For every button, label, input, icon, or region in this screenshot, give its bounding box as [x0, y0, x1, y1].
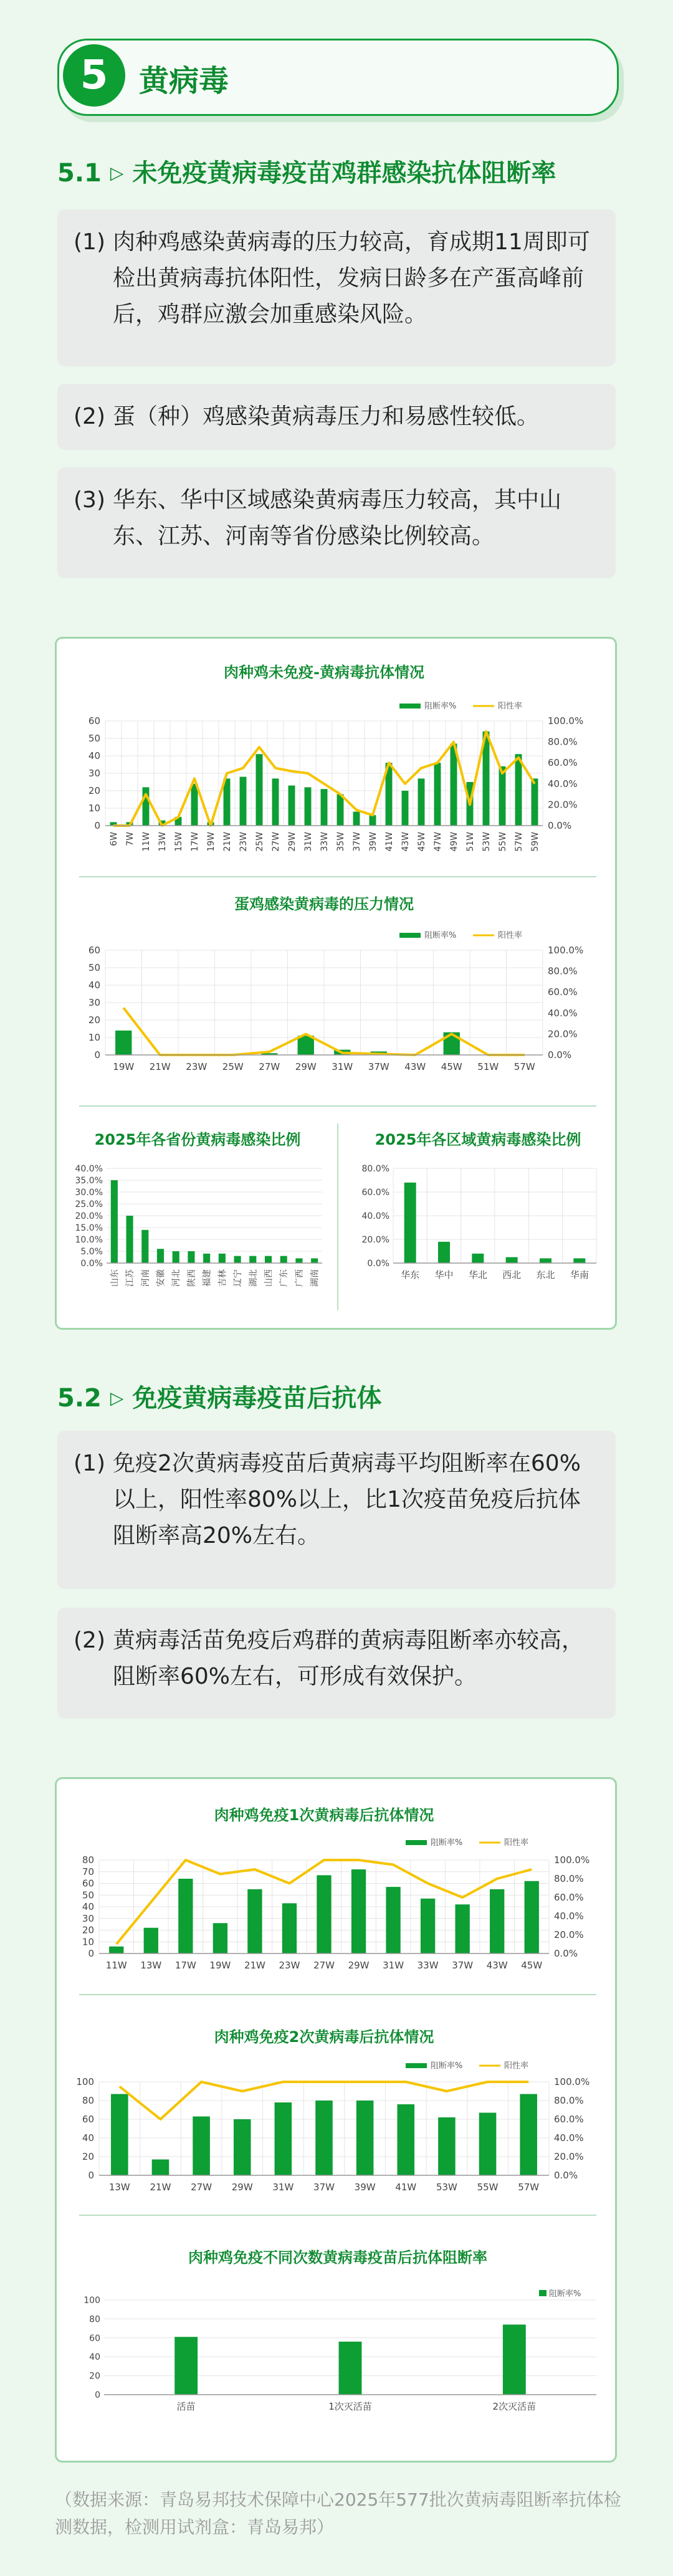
- point-text: 黄病毒活苗免疫后鸡群的黄病毒阻断率亦较高，阻断率60%左右，可形成有效保护。: [113, 1628, 585, 1689]
- point-box: [57, 384, 616, 450]
- y2-tick-label: 0.0%: [554, 1948, 578, 1959]
- x-tick-label: 27W: [271, 832, 281, 852]
- y2-tick-label: 40.0%: [554, 2132, 584, 2144]
- bar: [188, 1251, 194, 1263]
- bar: [472, 1254, 484, 1263]
- bar: [193, 2117, 210, 2176]
- x-tick-label: 13W: [108, 2182, 130, 2193]
- legend-line-label: 阳性率: [498, 931, 523, 940]
- bar: [275, 2102, 292, 2175]
- x-tick-label: 33W: [417, 1960, 439, 1971]
- y-tick-label: 60: [88, 945, 100, 956]
- x-tick-label: 27W: [191, 2182, 212, 2193]
- x-tick-label: 湖南: [310, 1269, 320, 1287]
- y-tick-label: 0.0%: [80, 1259, 103, 1269]
- x-tick-label: 57W: [513, 1061, 535, 1072]
- y-tick-label: 5.0%: [80, 1247, 103, 1257]
- x-tick-label: 41W: [384, 832, 394, 852]
- y-tick-label: 25.0%: [75, 1200, 103, 1209]
- x-tick-label: 广东: [279, 1269, 290, 1287]
- x-tick-label: 45W: [441, 1061, 462, 1072]
- x-tick-label: 31W: [383, 1960, 404, 1971]
- x-tick-label: 15W: [174, 832, 184, 852]
- x-tick-label: 广西: [294, 1269, 305, 1287]
- x-tick-label: 37W: [352, 832, 362, 852]
- y-tick-label: 0: [94, 820, 100, 831]
- x-tick-label: 25W: [255, 832, 265, 852]
- point-box: [57, 1608, 616, 1719]
- x-tick-label: 河北: [171, 1269, 182, 1287]
- y-tick-label: 15.0%: [75, 1223, 103, 1233]
- legend-bar-swatch: [539, 2290, 547, 2296]
- point-index: (1): [74, 1451, 105, 1476]
- bar: [455, 1904, 469, 1953]
- y2-tick-label: 80.0%: [554, 2095, 584, 2106]
- legend-bar-label: 阻断率%: [431, 1838, 463, 1848]
- y2-tick-label: 0.0%: [548, 820, 572, 831]
- chart-title: 2025年各区域黄病毒感染比例: [375, 1131, 581, 1148]
- x-tick-label: 53W: [482, 832, 492, 852]
- subsection-text: 免疫黄病毒疫苗后抗体: [132, 1384, 382, 1413]
- y2-tick-label: 60.0%: [548, 986, 578, 998]
- bar: [144, 1928, 158, 1953]
- bar: [247, 1889, 262, 1953]
- bar: [421, 1899, 435, 1953]
- x-tick-label: 1次灭活苗: [328, 2401, 372, 2412]
- chart-panel-unvaccinated: [55, 637, 617, 1330]
- y-tick-label: 20.0%: [361, 1235, 389, 1245]
- y-tick-label: 20: [82, 2151, 94, 2162]
- chart-panel-vaccinated: [55, 1777, 617, 2463]
- bar: [444, 1033, 460, 1055]
- y2-tick-label: 20.0%: [554, 1929, 584, 1940]
- legend-bar-label: 阻断率%: [424, 702, 457, 711]
- bar: [240, 777, 247, 826]
- legend-bar-label: 阻断率%: [431, 2061, 463, 2071]
- charts-svg-group-2: [57, 1779, 619, 2464]
- y-tick-label: 50: [88, 962, 100, 973]
- x-tick-label: 37W: [368, 1061, 389, 1072]
- y2-tick-label: 0.0%: [554, 2170, 578, 2181]
- bar: [418, 778, 425, 826]
- x-tick-label: 华东: [401, 1269, 420, 1281]
- bar: [351, 1869, 366, 1953]
- x-tick-label: 7W: [125, 832, 135, 846]
- y2-tick-label: 40.0%: [548, 1007, 578, 1019]
- x-tick-label: 37W: [452, 1960, 474, 1971]
- bar: [126, 1216, 133, 1263]
- bar: [515, 754, 522, 826]
- bar: [178, 1879, 193, 1953]
- y-tick-label: 80: [82, 2095, 94, 2106]
- y2-tick-label: 100.0%: [554, 1854, 590, 1866]
- y-tick-label: 0: [94, 1049, 100, 1061]
- chart-title: 2025年各省份黄病毒感染比例: [94, 1131, 301, 1148]
- y2-tick-label: 60.0%: [554, 1892, 584, 1903]
- point-box: [57, 209, 616, 366]
- x-tick-label: 21W: [150, 2182, 171, 2193]
- bar: [249, 1256, 256, 1263]
- x-tick-label: 23W: [239, 832, 249, 852]
- x-tick-label: 31W: [303, 832, 313, 852]
- legend-bar-swatch: [399, 933, 421, 938]
- x-tick-label: 45W: [417, 832, 427, 852]
- legend-bar-label: 阻断率%: [424, 931, 457, 940]
- x-tick-label: 51W: [477, 1061, 499, 1072]
- y2-tick-label: 80.0%: [554, 1873, 584, 1884]
- subsection-number: 5.2: [57, 1384, 102, 1413]
- x-tick-label: 43W: [404, 1061, 426, 1072]
- x-tick-label: 55W: [498, 832, 508, 852]
- x-tick-label: 27W: [313, 1960, 335, 1971]
- x-tick-label: 13W: [140, 1960, 162, 1971]
- triangle-icon: ▷: [110, 163, 124, 183]
- subsection-5-2-title: [57, 1378, 381, 1414]
- bar: [525, 1881, 539, 1953]
- x-tick-label: 29W: [295, 1061, 317, 1072]
- chart-title: 肉种鸡免疫1次黄病毒后抗体情况: [214, 1806, 434, 1824]
- y-tick-label: 60: [82, 1877, 94, 1889]
- y-tick-label: 60: [82, 2114, 94, 2125]
- x-tick-label: 21W: [244, 1960, 265, 1971]
- y-tick-label: 40.0%: [361, 1211, 389, 1221]
- section-number-badge: 5: [63, 44, 125, 107]
- chart-vacc1: [82, 1806, 589, 1971]
- x-tick-label: 安徽: [156, 1269, 166, 1287]
- subsection-5-1-title: [57, 153, 556, 189]
- y-tick-label: 30: [88, 997, 100, 1008]
- x-tick-label: 53W: [436, 2182, 457, 2193]
- y-tick-label: 100: [76, 2076, 94, 2087]
- y2-tick-label: 0.0%: [548, 1049, 572, 1061]
- x-tick-label: 山东: [110, 1269, 120, 1287]
- y-tick-label: 0.0%: [367, 1259, 389, 1269]
- x-tick-label: 山西: [264, 1269, 274, 1287]
- section-header: [57, 39, 619, 116]
- bar: [337, 794, 344, 826]
- y-tick-label: 10: [88, 803, 100, 814]
- y-tick-label: 0: [95, 2390, 100, 2400]
- x-tick-label: 11W: [105, 1960, 127, 1971]
- x-tick-label: 29W: [287, 832, 297, 852]
- legend-line-label: 阳性率: [504, 2061, 529, 2071]
- x-tick-label: 43W: [401, 832, 411, 852]
- x-tick-label: 41W: [395, 2182, 417, 2193]
- bar: [438, 2117, 456, 2175]
- bar: [174, 2337, 198, 2395]
- data-source-note: （数据来源：青岛易邦技术保障中心2025年577批次黄病毒阻断率抗体检测数据，检测用试剂盒：青岛易邦）: [55, 2489, 621, 2537]
- point-box: [57, 1431, 616, 1589]
- x-tick-label: 29W: [231, 2182, 253, 2193]
- y-tick-label: 80: [82, 1854, 94, 1866]
- triangle-icon: ▷: [110, 1388, 124, 1408]
- x-tick-label: 福建: [202, 1269, 212, 1287]
- y-tick-label: 80: [89, 2314, 100, 2325]
- chart-province: [75, 1131, 322, 1287]
- bar: [311, 1258, 318, 1263]
- y-tick-label: 40: [82, 1901, 94, 1912]
- x-tick-label: 33W: [320, 832, 330, 852]
- bar: [256, 754, 263, 826]
- x-tick-label: 21W: [222, 832, 232, 852]
- y-tick-label: 50: [88, 733, 100, 744]
- charts-svg-group-1: [57, 639, 619, 1332]
- bar: [520, 2094, 537, 2176]
- x-tick-label: 6W: [109, 832, 119, 846]
- legend-bar-swatch: [399, 704, 421, 708]
- y-tick-label: 20: [88, 785, 100, 796]
- y2-tick-label: 80.0%: [548, 965, 578, 977]
- x-tick-label: 57W: [518, 2182, 540, 2193]
- x-tick-label: 19W: [113, 1061, 135, 1072]
- chart-layer: [88, 895, 583, 1072]
- y-tick-label: 30.0%: [75, 1188, 103, 1198]
- bar: [157, 1249, 164, 1263]
- bar: [265, 1256, 272, 1263]
- x-tick-label: 陕西: [186, 1269, 197, 1287]
- y2-tick-label: 100.0%: [548, 945, 584, 956]
- bar: [315, 2101, 333, 2175]
- bar: [234, 1256, 241, 1263]
- x-tick-label: 19W: [206, 832, 216, 852]
- bar: [234, 2119, 251, 2175]
- subsection-text: 未免疫黄病毒疫苗鸡群感染抗体阻断率: [132, 159, 556, 188]
- x-tick-label: 57W: [514, 832, 524, 852]
- y2-tick-label: 20.0%: [548, 1028, 578, 1040]
- y-tick-label: 100: [84, 2296, 100, 2306]
- bar: [479, 2113, 497, 2176]
- bar: [397, 2104, 414, 2175]
- legend-line-label: 阳性率: [504, 1838, 529, 1848]
- x-tick-label: 59W: [530, 832, 540, 852]
- x-tick-label: 39W: [354, 2182, 376, 2193]
- bar: [503, 2325, 526, 2395]
- y-tick-label: 40: [88, 750, 100, 761]
- x-tick-label: 河南: [140, 1269, 151, 1287]
- bar: [289, 786, 295, 826]
- x-tick-label: 活苗: [176, 2401, 196, 2412]
- y2-tick-label: 40.0%: [554, 1911, 584, 1922]
- x-tick-label: 19W: [209, 1960, 231, 1971]
- y-tick-label: 0: [88, 2170, 94, 2181]
- point-text: 肉种鸡感染黄病毒的压力较高，育成期11周即可检出黄病毒抗体阳性，发病日龄多在产蛋高峰前后，鸡群应激会加重感染风险。: [113, 229, 590, 327]
- bar: [203, 1254, 210, 1263]
- y2-tick-label: 80.0%: [548, 736, 578, 748]
- y-tick-label: 10: [82, 1936, 94, 1948]
- x-tick-label: 43W: [486, 1960, 508, 1971]
- legend-line-label: 阳性率: [498, 702, 523, 711]
- x-tick-label: 东北: [536, 1269, 555, 1281]
- legend-bar-swatch: [406, 1840, 427, 1845]
- x-tick-label: 13W: [158, 832, 168, 852]
- bar: [540, 1258, 551, 1263]
- y2-tick-label: 60.0%: [554, 2114, 584, 2125]
- bar: [111, 2094, 128, 2176]
- y2-tick-label: 20.0%: [554, 2151, 584, 2162]
- x-tick-label: 27W: [259, 1061, 280, 1072]
- point-index: (2): [74, 404, 105, 429]
- point-text: 蛋（种）鸡感染黄病毒压力和易感性较低。: [113, 404, 540, 429]
- x-tick-label: 31W: [272, 2182, 294, 2193]
- bar: [191, 784, 198, 826]
- y-tick-label: 30: [88, 768, 100, 779]
- bar: [305, 787, 312, 826]
- x-tick-label: 江苏: [125, 1269, 136, 1287]
- bar: [532, 778, 538, 826]
- bar: [438, 1242, 450, 1263]
- bar: [280, 1256, 287, 1263]
- chart-title: 肉种鸡免疫2次黄病毒后抗体情况: [214, 2028, 434, 2046]
- x-tick-label: 31W: [332, 1061, 353, 1072]
- x-tick-label: 华北: [468, 1269, 487, 1281]
- chart-vacc2: [76, 2028, 589, 2193]
- x-tick-label: 39W: [368, 832, 378, 852]
- y-tick-label: 10: [88, 1032, 100, 1043]
- bar: [434, 763, 441, 826]
- bar: [506, 1257, 518, 1264]
- y-tick-label: 40: [88, 980, 100, 991]
- chart-title: 蛋鸡感染黄病毒的压力情况: [234, 895, 414, 913]
- chart-title: 肉种鸡未免疫-黄病毒抗体情况: [224, 664, 424, 681]
- x-tick-label: 23W: [279, 1960, 300, 1971]
- x-tick-label: 37W: [313, 2182, 335, 2193]
- chart-region: [362, 1131, 596, 1281]
- bar: [224, 778, 231, 826]
- bar: [109, 1947, 123, 1953]
- y-tick-label: 40.0%: [75, 1164, 103, 1174]
- chart-vacc_compare: [84, 2249, 596, 2412]
- bar: [298, 1036, 314, 1055]
- y-tick-label: 30: [82, 1912, 94, 1924]
- y-tick-label: 20: [88, 1014, 100, 1026]
- bar: [282, 1903, 297, 1953]
- point-text: 免疫2次黄病毒疫苗后黄病毒平均阻断率在60%以上，阳性率80%以上，比1次疫苗免疫后抗体阻断率高20%左右。: [113, 1451, 581, 1548]
- x-tick-label: 17W: [174, 1960, 196, 1971]
- y-tick-label: 10.0%: [75, 1235, 103, 1245]
- bar: [219, 1254, 226, 1263]
- section-title: 黄病毒: [139, 64, 229, 98]
- bar: [111, 1180, 118, 1263]
- y2-tick-label: 40.0%: [548, 778, 578, 789]
- legend-bar-swatch: [406, 2063, 427, 2068]
- bar: [386, 1887, 400, 1953]
- y-tick-label: 40: [89, 2352, 100, 2363]
- y-tick-label: 60: [88, 715, 100, 727]
- y-tick-label: 0: [88, 1948, 94, 1959]
- x-tick-label: 51W: [465, 832, 475, 852]
- chart-title: 肉种鸡免疫不同次数黄病毒疫苗后抗体阻断率: [188, 2249, 487, 2266]
- y2-tick-label: 100.0%: [548, 715, 584, 727]
- bar: [356, 2101, 374, 2175]
- legend-bar-label: 阻断率%: [549, 2289, 581, 2299]
- y-tick-label: 40: [82, 2132, 94, 2144]
- bar: [295, 1258, 302, 1263]
- bar: [370, 815, 376, 826]
- x-tick-label: 2次灭活苗: [492, 2401, 537, 2412]
- bar: [272, 778, 279, 826]
- point-index: (3): [74, 487, 105, 513]
- x-tick-label: 华中: [434, 1269, 454, 1281]
- y-tick-label: 20.0%: [75, 1211, 103, 1221]
- y2-tick-label: 60.0%: [548, 757, 578, 769]
- x-tick-label: 17W: [190, 832, 200, 852]
- x-tick-label: 11W: [141, 832, 151, 852]
- y-tick-label: 80.0%: [361, 1164, 389, 1174]
- y-tick-label: 20: [82, 1924, 94, 1936]
- chart-broiler_unvaccinated: [88, 664, 583, 852]
- y2-tick-label: 20.0%: [548, 799, 578, 811]
- x-tick-label: 25W: [222, 1061, 244, 1072]
- x-tick-label: 47W: [433, 832, 443, 852]
- y2-tick-label: 100.0%: [554, 2076, 590, 2087]
- x-tick-label: 35W: [336, 832, 346, 852]
- y-tick-label: 50: [82, 1889, 94, 1901]
- bar: [404, 1183, 416, 1263]
- bar: [141, 1230, 148, 1263]
- bar: [402, 791, 409, 826]
- bar: [321, 789, 328, 826]
- point-index: (1): [74, 229, 105, 255]
- bar: [353, 812, 360, 826]
- x-tick-label: 华南: [570, 1269, 589, 1281]
- x-tick-label: 23W: [186, 1061, 208, 1072]
- y-tick-label: 60.0%: [361, 1188, 389, 1198]
- x-tick-label: 西北: [502, 1269, 522, 1281]
- x-tick-label: 21W: [149, 1061, 171, 1072]
- point-index: (2): [74, 1628, 105, 1653]
- point-text: 华东、华中区域感染黄病毒压力较高，其中山东、江苏、河南等省份感染比例较高。: [113, 487, 562, 549]
- y-tick-label: 35.0%: [75, 1176, 103, 1186]
- bar: [213, 1923, 227, 1953]
- x-tick-label: 55W: [477, 2182, 499, 2193]
- bar: [115, 1031, 131, 1055]
- bar: [573, 1258, 585, 1263]
- y-tick-label: 20: [89, 2371, 100, 2382]
- bar: [339, 2342, 362, 2395]
- bar: [317, 1875, 331, 1953]
- bar: [490, 1889, 504, 1953]
- x-tick-label: 45W: [521, 1960, 543, 1971]
- x-tick-label: 29W: [348, 1960, 370, 1971]
- x-tick-label: 吉林: [217, 1269, 228, 1287]
- point-box: [57, 467, 616, 578]
- y-tick-label: 70: [82, 1866, 94, 1877]
- subsection-number: 5.1: [57, 159, 102, 188]
- y-tick-label: 60: [89, 2333, 100, 2344]
- bar: [152, 2160, 169, 2176]
- bar: [499, 766, 506, 826]
- x-tick-label: 湖北: [248, 1269, 259, 1287]
- bar: [173, 1251, 179, 1263]
- x-tick-label: 辽宁: [233, 1269, 244, 1287]
- x-tick-label: 49W: [449, 832, 459, 852]
